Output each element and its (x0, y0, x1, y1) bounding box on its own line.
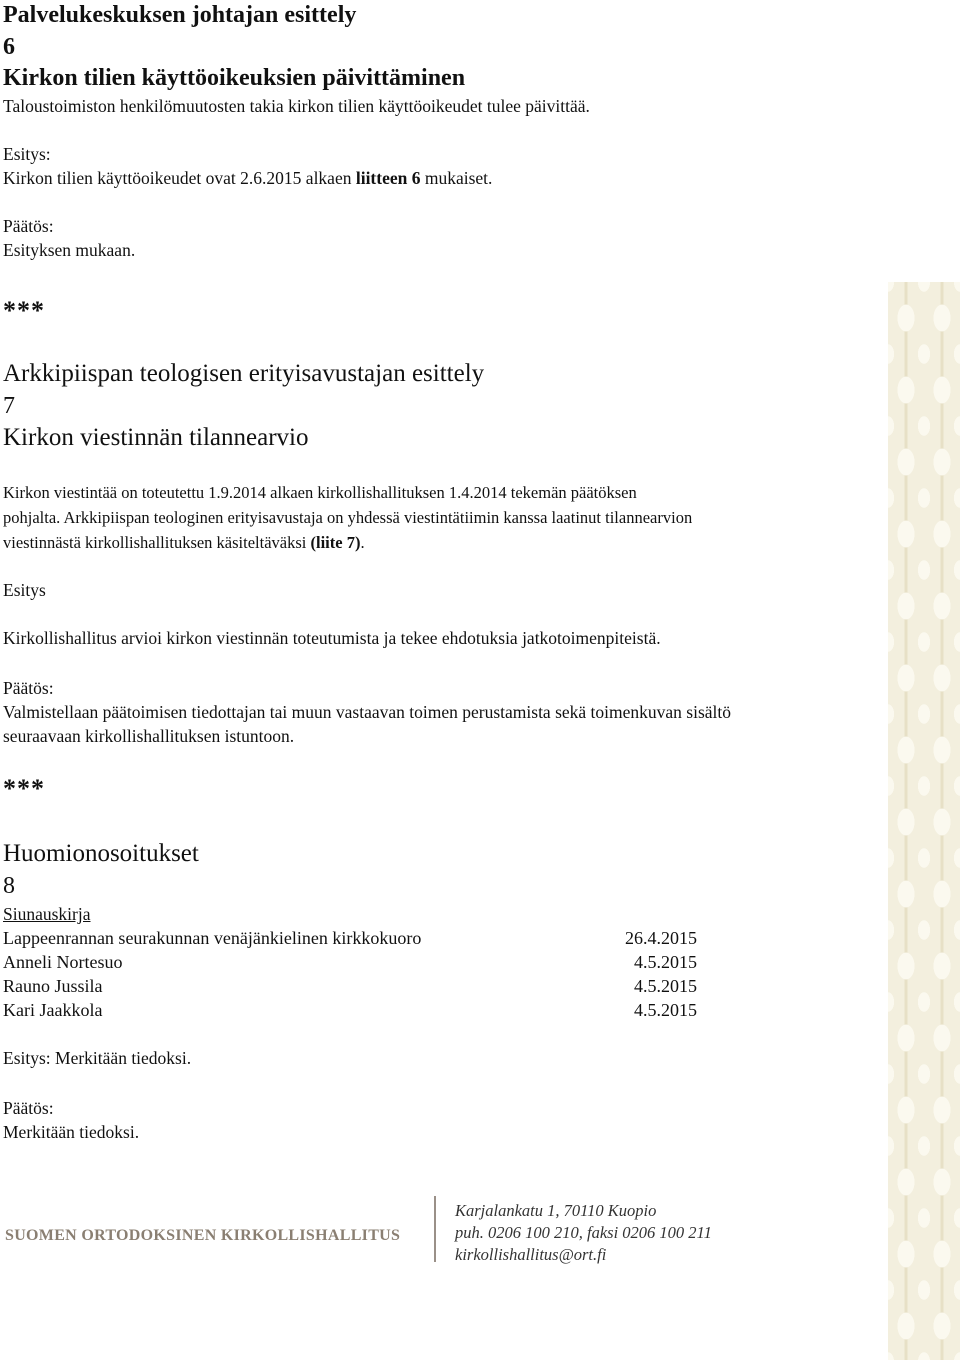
separator: *** (3, 296, 45, 325)
paragraph-line-end: . (360, 533, 365, 552)
footer-address: Karjalankatu 1, 70110 Kuopio (455, 1201, 657, 1220)
item-number: 7 (3, 393, 15, 419)
section-title: Arkkipiispan teologisen erityisavustajan esittely (3, 360, 485, 387)
recipient-name: Rauno Jussila (3, 976, 103, 996)
recipient-date: 4.5.2015 (634, 1000, 697, 1020)
recipient-date: 4.5.2015 (634, 952, 697, 972)
decision-text: Merkitään tiedoksi. (3, 1122, 140, 1142)
paragraph-line: Kirkon viestintää on toteutettu 1.9.2014 alkaen kirkollishallituksen 1.4.2014 tekemän päätöksen (3, 483, 637, 502)
decision-text: Valmistellaan päätoimisen tiedottajan tai muun vastaavan toimen perustamista sekä toimenkuvan sisältö (3, 702, 732, 722)
proposal-text: Kirkollishallitus arvioi kirkon viestinnän toteutumista ja tekee ehdotuksia jatkotoimenpiteistä. (3, 628, 661, 648)
footer-divider (434, 1196, 436, 1262)
item-intro: Taloustoimiston henkilömuutosten takia kirkon tilien käyttöoikeudet tulee päivittää. (3, 96, 590, 116)
list-item (3, 974, 697, 998)
proposal-text (3, 166, 492, 190)
item-title: Kirkon tilien käyttöoikeuksien päivittäminen (3, 65, 466, 91)
section-title: Palvelukeskuksen johtajan esittely (3, 2, 357, 28)
paragraph-line (3, 530, 883, 555)
proposal-label: Esitys: (3, 144, 51, 164)
item-number: 6 (3, 34, 15, 60)
recipient-list (3, 926, 697, 1022)
item-number: 8 (3, 873, 15, 899)
list-item (3, 926, 697, 950)
footer-email: kirkollishallitus@ort.fi (455, 1245, 607, 1264)
footer-phone: puh. 0206 100 210, faksi 0206 100 211 (455, 1223, 712, 1242)
item-title: Kirkon viestinnän tilannearvio (3, 424, 309, 451)
decision-text: Esityksen mukaan. (3, 240, 136, 260)
proposal-text: Merkitään tiedoksi. (50, 1048, 192, 1068)
proposal-label: Esitys (3, 580, 46, 600)
recipient-name: Anneli Nortesuo (3, 952, 123, 972)
footer-organization: SUOMEN ORTODOKSINEN KIRKOLLISHALLITUS (5, 1227, 401, 1244)
proposal-text-start: Kirkon tilien käyttöoikeudet ovat 2.6.2015 alkaen (3, 168, 356, 188)
list-item (3, 950, 697, 974)
decision-label: Päätös: (3, 1098, 54, 1118)
footer-contact (455, 1200, 712, 1266)
separator: *** (3, 774, 45, 803)
decision-text: seuraavaan kirkollishallituksen istuntoon. (3, 726, 295, 746)
decorative-pattern-strip (888, 282, 960, 1360)
decision-label: Päätös: (3, 678, 54, 698)
item-paragraph (3, 480, 883, 555)
recipient-name: Lappeenrannan seurakunnan venäjänkielinen kirkkokuoro (3, 928, 422, 948)
decision-label: Päätös: (3, 216, 54, 236)
recipient-date: 4.5.2015 (634, 976, 697, 996)
list-item (3, 998, 697, 1022)
item-subtitle: Siunauskirja (3, 904, 91, 924)
proposal-label: Esitys: (3, 1048, 51, 1068)
proposal-text-end: mukaiset. (420, 168, 493, 188)
paragraph-line-start: viestinnästä kirkollishallituksen käsiteltäväksi (3, 533, 311, 552)
recipient-date: 26.4.2015 (625, 928, 697, 948)
paragraph-line: pohjalta. Arkkipiispan teologinen erityisavustaja on yhdessä viestintätiimin kanssa laatinut tilannearvion (3, 508, 693, 527)
section-title: Huomionosoitukset (3, 840, 199, 867)
attachment-reference: liitteen 6 (355, 168, 421, 188)
attachment-reference: (liite 7) (310, 533, 361, 552)
proposal-line (3, 1046, 191, 1070)
recipient-name: Kari Jaakkola (3, 1000, 103, 1020)
